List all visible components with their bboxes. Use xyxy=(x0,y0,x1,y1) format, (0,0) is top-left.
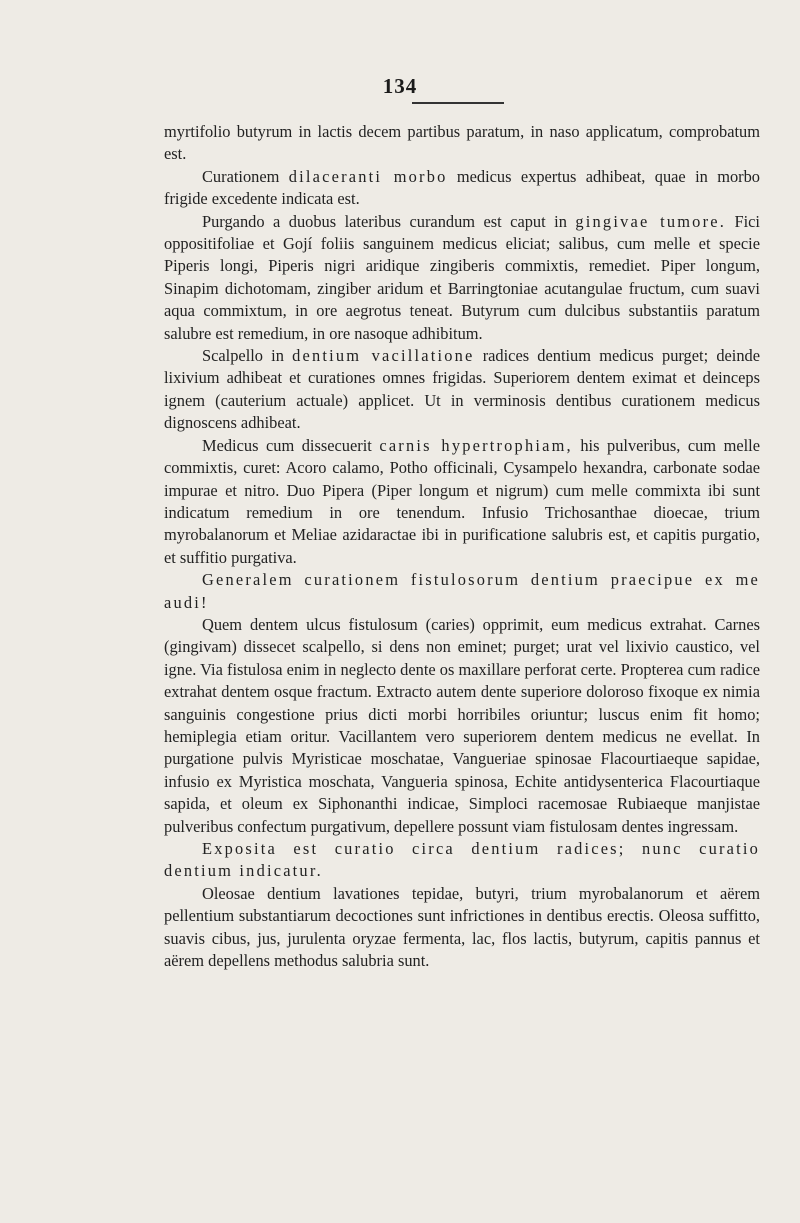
paragraph-4-rest: radices dentium medicus purget; deinde lixivium adhibeat et curationes omnes frigidas. Superiorem dentem eximat et deinceps ignem (cauterium actuale) applicet. Ut in verminosis dentibus curationem medicus dignoscens adhibeat. xyxy=(164,346,761,433)
paragraph-4-spaced-term: dentium vacillatione xyxy=(292,346,475,366)
paragraph-7 xyxy=(164,614,760,838)
paragraph-2 xyxy=(164,166,760,211)
page-number-rule xyxy=(412,102,504,104)
paragraph-5-rest: his pulveribus, cum melle commixtis, curet: Acoro calamo, Potho officinali, Cysampelo hexandra, carbonate sodae impurae et nitro. Duo Pipera (Piper longum et nigrum) cum melle commixta ibi sunt indicatum remedium in ore tenendum. Infusio Trichosanthae dioecae, trium myrobalanorum et Meliae azidaractae ibi in purificatione salubris est, et capitis purgatio, et suffitio purgativa. xyxy=(164,435,760,567)
paragraph-3-rest: Fici oppositifoliae et Gojí foliis sanguinem medicus eliciat; salibus, cum melle et specie Piperis longi, Piperis nigri aridique zingiberis commixtis, remediet. Piper longum, Sinapim dichotomam, zingiber aridum et Barringtoniae acutangulae fructum, cum suavi aqua commixtum, in ore aegrotus teneat. Butyrum cum dulcibus substantiis paratum salubre est remedium, in ore nasoque adhibitum. xyxy=(164,211,760,343)
paragraph-3 xyxy=(164,211,760,345)
paragraph-3-lead: Purgando a duobus lateribus curandum est caput in xyxy=(202,211,576,231)
paragraph-6 xyxy=(164,569,760,614)
paragraph-1-text: myrtifolio butyrum in lactis decem partibus paratum, in naso applicatum, comprobatum est. xyxy=(164,122,760,164)
paragraph-2-rest: medicus expertus adhibeat, quae in morbo frigide excedente indicata est. xyxy=(164,166,760,209)
body-text xyxy=(164,121,760,972)
paragraph-8 xyxy=(164,838,760,883)
paragraph-3-spaced-term: gingivae tumore. xyxy=(575,211,727,231)
paragraph-5-lead: Medicus cum dissecuerit xyxy=(202,435,380,455)
paragraph-2-spaced-term: dilaceranti morbo xyxy=(288,166,448,186)
paragraph-7-text: Quem dentem ulcus fistulosum (caries) opprimit, eum medicus extrahat. Carnes (gingivam) dissecet scalpello, si dens non eminet; purget; urat vel lixivio caustico, vel igne. Via fistulosa enim in neglecto dente os maxillare perforat certe. Propterea cum radice extrahat dentem osque fractum. Extracto autem dente superiore doloroso fixoque ex nimia sanguinis congestione prius dicti morbi horribiles oriuntur; luscus enim fit homo; hemiplegia etiam oritur. Vacillantem vero superiorem dentem medicus ne evellat. In purgatione pulvis Myristicae moschatae, Vangueriae spinosae Flacourtiaeque sapidae, infusio ex Myristica moschata, Vangueria spinosa, Echite antidysenterica Flacourtiaque sapida, et oleum ex Siphonanthi indicae, Simploci racemosae Rubiaeque manjistae pulveribus confectum purgativum, depellere possunt viam fistulosam dentes ingressam. xyxy=(164,614,760,836)
paragraph-8-spaced-heading: Exposita est curatio circa dentium radices; nunc curatio dentium indicatur. xyxy=(164,839,760,881)
paragraph-2-lead: Curationem xyxy=(202,166,289,186)
paragraph-5-spaced-term: carnis hypertrophiam, xyxy=(379,435,573,455)
paragraph-1 xyxy=(164,121,760,166)
paragraph-9 xyxy=(164,883,760,973)
paragraph-4-lead: Scalpello in xyxy=(202,346,293,366)
paragraph-4 xyxy=(164,345,760,435)
paragraph-9-text: Oleosae dentium lavationes tepidae, butyri, trium myrobalanorum et aërem pellentium substantiarum decoctiones sunt infrictiones in dentibus erectis. Oleosa suffitto, suavis cibus, jus, jurulenta oryzae fermenta, lac, flos lactis, butyrum, capitis pannus et aërem depellens methodus salubria sunt. xyxy=(164,883,760,971)
paragraph-5 xyxy=(164,435,760,569)
paragraph-6-spaced-heading: Generalem curationem fistulosorum dentium praecipue ex me audi! xyxy=(164,570,760,612)
page-number: 134 xyxy=(382,74,418,98)
